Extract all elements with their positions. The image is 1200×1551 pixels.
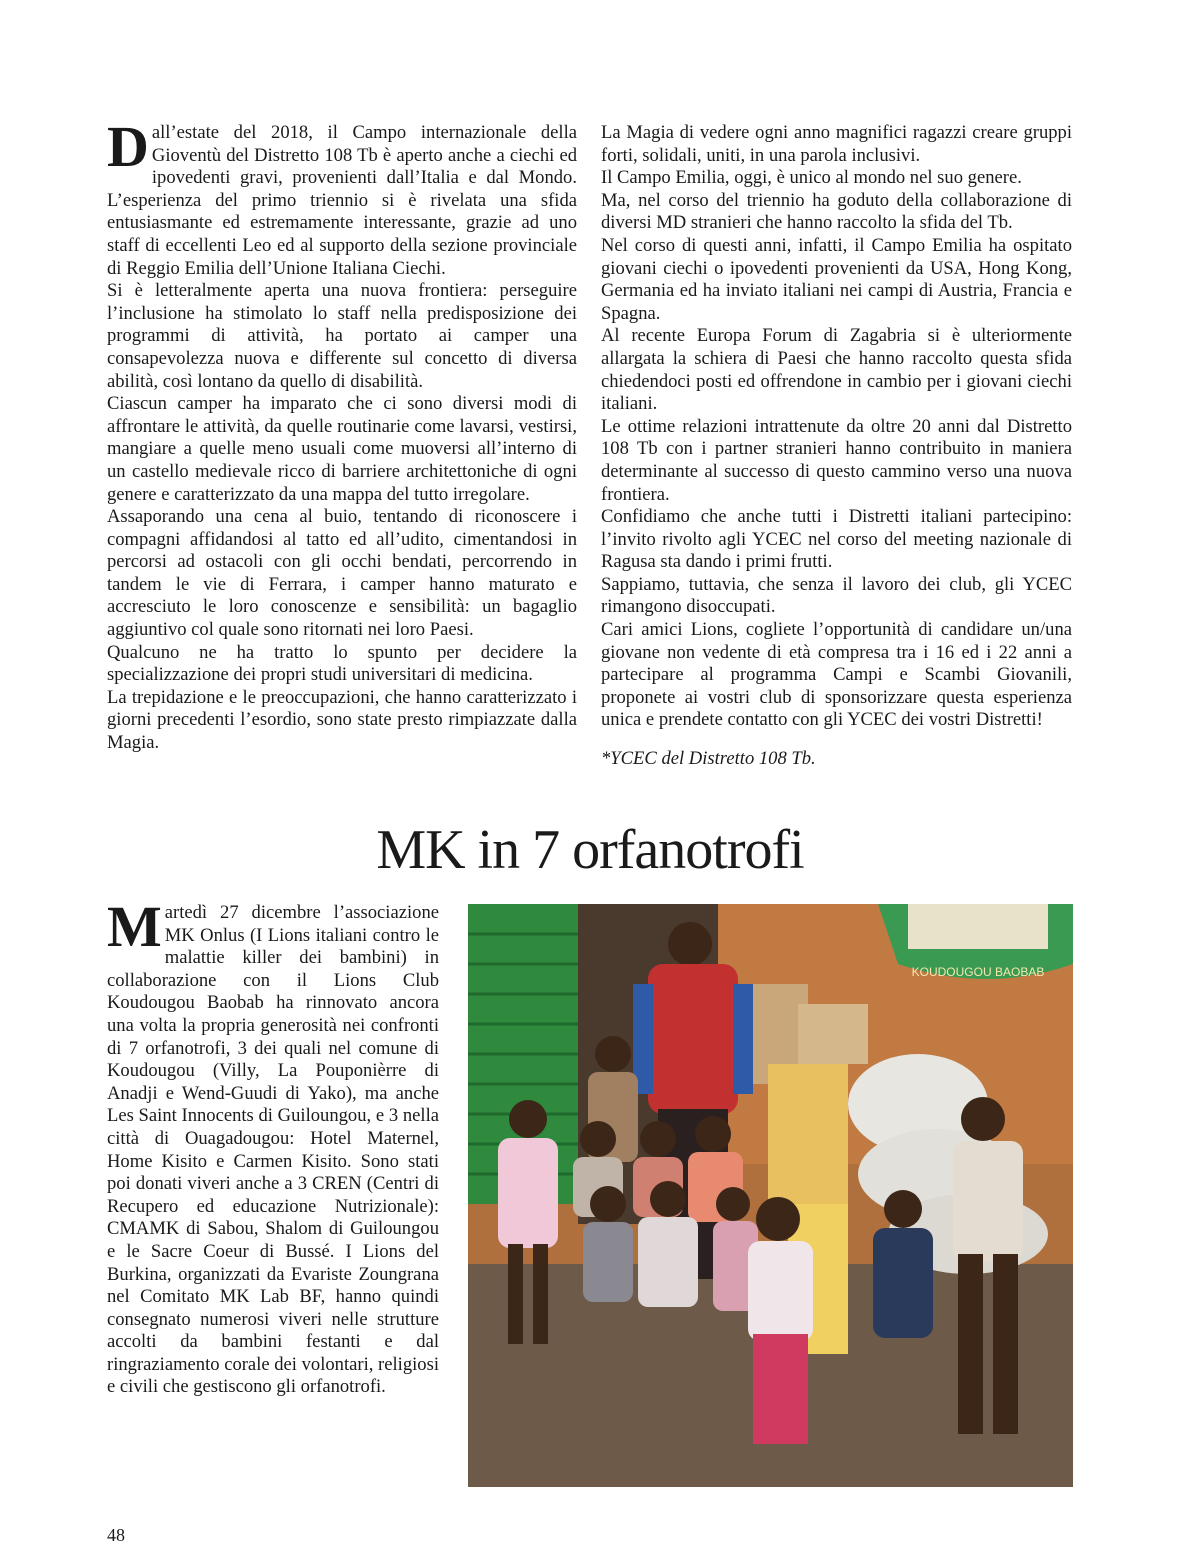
article1-signature: *YCEC del Distretto 108 Tb. — [601, 748, 816, 770]
photo-banner-text: KOUDOUGOU BAOBAB — [911, 965, 1045, 979]
article1-paragraph-6: La trepidazione e le preoccupazioni, che hanno caratterizzato i giorni precedenti l’esordio, sono state presto rimpiazzate dalla Magia. — [107, 686, 577, 754]
article1-right-paragraph-4: Nel corso di questi anni, infatti, il Campo Emilia ha ospitato giovani ciechi o ipovedenti provenienti da USA, Hong Kong, Germania ed ha inviato italiani nei campi di Austria, Francia e Spagna. — [601, 234, 1072, 324]
article1-right-paragraph-5: Al recente Europa Forum di Zagabria si è ulteriormente allargata la schiera di Paesi che hanno raccolto questa sfida chiedendoci posti ed offrendone in cambio per i giovani ciechi italiani. — [601, 325, 1072, 415]
article2-photo — [468, 904, 1073, 1487]
article1-paragraph-5: Qualcuno ne ha tratto lo spunto per decidere la specializzazione dei propri studi universitari di medicina. — [107, 641, 577, 686]
article1-right-paragraph-8: Sappiamo, tuttavia, che senza il lavoro dei club, gli YCEC rimangono disoccupati. — [601, 573, 1072, 618]
article1-right-paragraph-7: Confidiamo che anche tutti i Distretti italiani partecipino: l’invito rivolto agli YCEC nel corso del meeting nazionale di Ragusa sta dando i primi frutti. — [601, 506, 1072, 573]
article1-right-paragraph-9: Cari amici Lions, cogliete l’opportunità di candidare un/una giovane non vedente di età compresa tra i 16 ed i 22 anni a partecipare al programma Campi e Scambi Giovanili, proponete ai vostri club di sponsorizzare questa esperienza unica e prendete contatto con gli YCEC dei vostri Distretti! — [601, 619, 1072, 731]
article1-paragraph-4: Assaporando una cena al buio, tentando di riconoscere i compagni affidandosi al tatto ed all’udito, cimentandosi in percorsi ad ostacoli con gli occhi bendati, percorrendo in tandem le vie di Ferrara, i camper hanno maturato e accresciuto le loro conoscenze e sensibilità: un bagaglio aggiuntivo col quale sono ritornati nei loro Paesi. — [107, 506, 577, 641]
photo-illustration — [468, 904, 1073, 1487]
article1-paragraph-2: Si è letteralmente aperta una nuova frontiera: perseguire l’inclusione ha stimolato lo staff nella predisposizione dei programmi di attività, ha portato ai camper una consapevolezza nuova e differente sul concetto di diversa abilità, così lontano da quello di disabilità. — [107, 280, 577, 392]
article1-right-column — [601, 122, 1072, 771]
article1-right-paragraph-6: Le ottime relazioni intrattenute da oltre 20 anni dal Distretto 108 Tb con i partner stranieri hanno contribuito in maniera determinante al successo di questo cammino verso una nuova frontiera. — [601, 415, 1072, 505]
page-number: 48 — [107, 1525, 125, 1545]
article1-right-paragraph-2: Il Campo Emilia, oggi, è unico al mondo nel suo genere. — [601, 167, 1022, 189]
article1-paragraph-1: Dall’estate del 2018, il Campo internazionale della Gioventù del Distretto 108 Tb è aperto anche a ciechi ed ipovedenti gravi, provenienti dall’Italia e dal Mondo. L’esperienza del primo triennio si è rivelata una sfida entusiasmante ed estremamente interessante, grazie ad uno staff di eccellenti Leo ed al supporto della sezione provinciale di Reggio Emilia dell’Unione Italiana Ciechi. — [107, 114, 577, 279]
article2-paragraph: Martedì 27 dicembre l’associazione MK Onlus (I Lions italiani contro le malattie killer dei bambini) in collaborazione con il Lions Club Koudougou Baobab ha rinnovato ancora una volta la propria generosità nei confronti di 7 orfanotrofi, 3 dei quali nel comune di Koudougou (Villy, La Pouponièrre di Anadji e Wend-Guudi di Yako), ma anche Les Saint Innocents di Guiloungou, e 3 nella città di Ouagadougou: Hotel Maternel, Home Kisito e Carmen Kisito. Sono stati poi donati viveri anche a 3 CREN (Centri di Recupero ed educazione Nutrizionale): CMAMK di Sabou, Shalom di Guiloungou e le Sacre Coeur di Bussé. I Lions del Burkina, organizzati da Evariste Zoungrana nel Comitato MK Lab BF, hanno quindi consegnato numerosi viveri nelle strutture accolti da bambini festanti e dal ringraziamento corale dei volontari, religiosi e civili che gestiscono gli orfanotrofi. — [107, 894, 439, 1398]
article1-paragraph-3: Ciascun camper ha imparato che ci sono diversi modi di affrontare le attività, da quelle routinarie come lavarsi, vestirsi, mangiare a quelle meno usuali come muoversi all’interno di un castello medievale ricco di barriere architettoniche di ogni genere e caratterizzato da una mappa del tutto irregolare. — [107, 393, 577, 505]
article1-right-paragraph-1: La Magia di vedere ogni anno magnifici ragazzi creare gruppi forti, solidali, uniti, in una parola inclusivi. — [601, 122, 1072, 166]
article1-right-paragraph-3: Ma, nel corso del triennio ha goduto della collaborazione di diversi MD stranieri che hanno raccolto la sfida del Tb. — [601, 189, 1072, 234]
article2-dropcap: M — [107, 894, 162, 959]
article1-dropcap: D — [107, 114, 149, 179]
article2-body-column — [107, 894, 439, 1399]
article1-left-column — [107, 114, 577, 755]
article2-headline: MK in 7 orfanotrofi — [376, 819, 804, 881]
